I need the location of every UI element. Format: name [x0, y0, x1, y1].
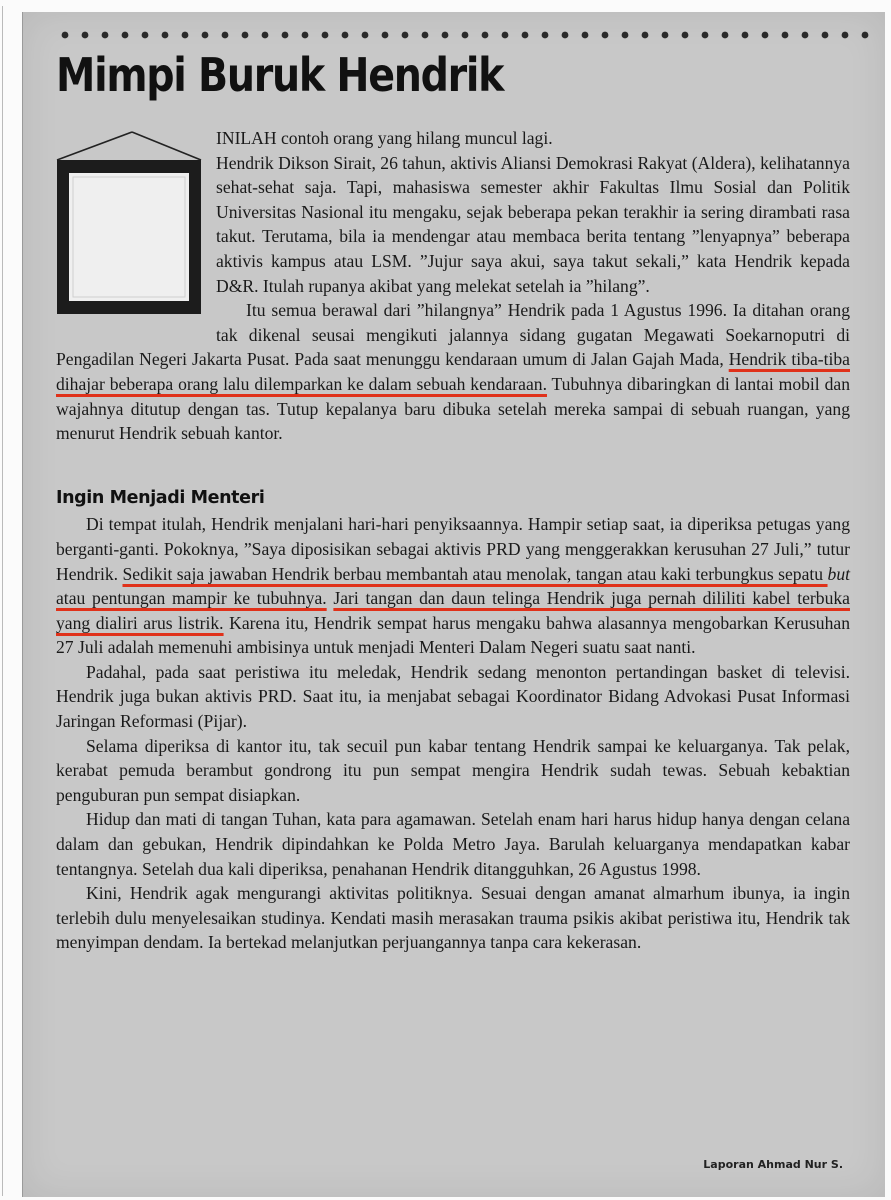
- article-body: [56, 126, 850, 955]
- paragraph-2: Hendrik Dikson Sirait, 26 tahun, aktivis Aliansi Demokrasi Rakyat (Aldera), kelihatannya sehat-sehat saja. Tapi, mahasiswa semester akhir Fakultas Ilmu Sosial dan Politik Universitas Nasional itu mengaku, sejak beberapa pekan terakhir ia sering dirambati rasa takut. Terutama, bila ia mendengar atau membaca berita tentang ”lenyapnya” beberapa aktivis kampus atau LSM. ”Jujur saya akui, saya takut sekali,” kata Hendrik kepada D&R. Itulah rupanya akibat yang melekat setelah ia ”hilang”.: [216, 152, 850, 296]
- paragraph-4: [56, 512, 850, 660]
- rule-dot: [522, 32, 529, 39]
- rule-dot: [62, 32, 69, 39]
- frame-spacer: [56, 126, 216, 336]
- highlighted-sentence-3: Jari tangan dan daun telinga Hendrik juga pernah dililiti kabel terbuka yang dialiri arus listrik.: [56, 588, 850, 633]
- rule-dot: [402, 32, 409, 39]
- rule-dot: [422, 32, 429, 39]
- rule-dot: [822, 32, 829, 39]
- paragraph-6: Selama diperiksa di kantor itu, tak secuil pun kabar tentang Hendrik sampai ke keluarganya. Tak pelak, kerabat pemuda berambut gondrong itu pun sempat mengira Hendrik sudah tewas. Sebuah kebaktian penguburan pun sempat disiapkan.: [56, 735, 850, 805]
- rule-dot: [102, 32, 109, 39]
- rule-dot: [642, 32, 649, 39]
- rule-dot: [142, 32, 149, 39]
- rule-dot: [362, 32, 369, 39]
- paragraph-1: INILAH contoh orang yang hilang muncul lagi.: [216, 128, 553, 148]
- rule-dot: [342, 32, 349, 39]
- rule-dot: [462, 32, 469, 39]
- rule-dot: [502, 32, 509, 39]
- rule-dot: [682, 32, 689, 39]
- rule-dot: [202, 32, 209, 39]
- rule-dot: [802, 32, 809, 39]
- highlighted-sentence-2-end: atau pentungan mampir ke tubuhnya.: [56, 588, 327, 609]
- paragraph-4-text-a: Di tempat itulah, Hendrik menjalani hari-hari penyiksaannya. Hampir setiap saat, ia diperiksa petugas yang berganti-ganti. Pokoknya, ”Saya diposisikan sebagai aktivis PRD yang menggerakkan kerusuhan 27 Juli,” tutur Hendrik.: [56, 514, 850, 584]
- paragraph-7: Hidup dan mati di tangan Tuhan, kata para agamawan. Setelah enam hari harus hidup hanya dengan celana dalam dan gebukan, Hendrik dipindahkan ke Polda Metro Jaya. Barulah keluarganya mendapatkan kabar tentangnya. Setelah dua kali diperiksa, penahanan Hendrik ditangguhkan, 26 Agustus 1998.: [56, 809, 850, 879]
- rule-dot: [662, 32, 669, 39]
- rule-dot: [622, 32, 629, 39]
- rule-dot: [322, 32, 329, 39]
- paragraph-4-text-b: Karena itu, Hendrik sempat harus mengaku bahwa alasannya mengobarkan Kerusuhan 27 Juli adalah memenuhi ambisinya untuk menjadi Menteri Dalam Negeri suatu saat nanti.: [56, 612, 850, 658]
- rule-dot: [242, 32, 249, 39]
- reporter-credit: Laporan Ahmad Nur S.: [703, 1158, 843, 1171]
- rule-dot: [122, 32, 129, 39]
- highlighted-sentence-2: Sedikit saja jawaban Hendrik berbau membantah atau menolak, tangan atau kaki terbungkus sepatu: [122, 563, 828, 584]
- rule-dot: [862, 32, 869, 39]
- section-subheading: Ingin Menjadi Menteri: [56, 487, 265, 508]
- rule-dot: [222, 32, 229, 39]
- rule-dot: [442, 32, 449, 39]
- rule-dot: [262, 32, 269, 39]
- rule-dot: [182, 32, 189, 39]
- dotted-rule: [60, 28, 870, 42]
- rule-dot: [542, 32, 549, 39]
- paragraph-5: Padahal, pada saat peristiwa itu meledak, Hendrik sedang menonton pertandingan basket di televisi. Hendrik juga bukan aktivis PRD. Saat itu, ia menjabat sebagai Koordinator Bidang Advokasi Pusat Informasi Jaringan Reformasi (Pijar).: [56, 661, 850, 732]
- rule-dot: [722, 32, 729, 39]
- paragraph-3-text-a: Itu semua berawal dari ”hilangnya” Hendrik pada 1 Agustus 1996. Ia ditahan orang tak dikenal seusai mengikuti jalannya sidang gugatan Megawati Soekarnoputri di Pengadilan Negeri Jakarta Pusat. Pada saat menunggu kendaraan umum di Jalan Gajah Mada,: [56, 300, 850, 370]
- rule-dot: [302, 32, 309, 39]
- rule-dot: [782, 32, 789, 39]
- article-headline: Mimpi Buruk Hendrik: [56, 48, 504, 102]
- rule-dot: [762, 32, 769, 39]
- paragraph-3-text-b: Tubuhnya dibaringkan di lantai mobil dan wajahnya ditutup dengan tas. Tutup kepalanya baru dibuka setelah mereka sampai di sebuah ruangan, yang menurut Hendrik sebuah kantor.: [56, 373, 850, 444]
- paragraph-8: Kini, Hendrik agak mengurangi aktivitas politiknya. Sesuai dengan amanat almarhum ibunya, ia ingin terlebih dulu menyelesaikan studinya. Kendati masih merasakan trauma psikis akibat peristiwa itu, Hendrik tak menyimpan dendam. Ia bertekad melanjutkan perjuangannya tanpa cara kekerasan.: [56, 883, 850, 953]
- rule-dot: [742, 32, 749, 39]
- rule-dot: [842, 32, 849, 39]
- rule-dot: [482, 32, 489, 39]
- highlighted-word-but: but: [827, 563, 851, 584]
- rule-dot: [562, 32, 569, 39]
- rule-dot: [162, 32, 169, 39]
- rule-dot: [382, 32, 389, 39]
- rule-dot: [82, 32, 89, 39]
- highlighted-sentence-1: Hendrik tiba-tiba dihajar beberapa orang lalu dilemparkan ke dalam sebuah kendaraan.: [56, 349, 850, 394]
- rule-dot: [282, 32, 289, 39]
- rule-dot: [582, 32, 589, 39]
- rule-dot: [702, 32, 709, 39]
- rule-dot: [602, 32, 609, 39]
- scan-edge: [2, 6, 9, 1196]
